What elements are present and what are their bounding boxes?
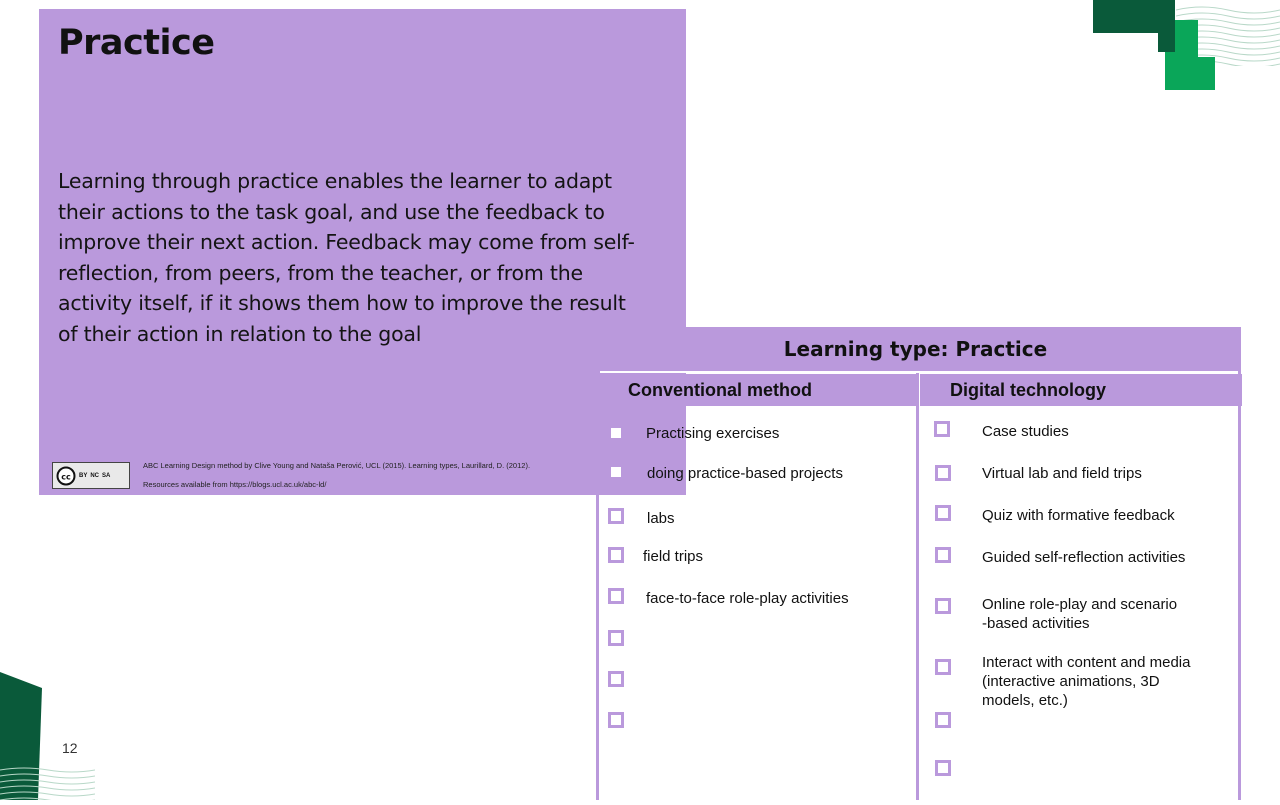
checkbox[interactable] bbox=[608, 671, 624, 687]
checkbox[interactable] bbox=[934, 421, 950, 437]
checkbox[interactable] bbox=[608, 425, 624, 441]
list-item: Guided self-reflection activities bbox=[982, 549, 1186, 566]
description-line: their actions to the task goal, and use the feedback to bbox=[58, 199, 605, 224]
conventional-method-heading bbox=[600, 374, 916, 406]
description-line: Learning through practice enables the learner to adapt bbox=[58, 169, 612, 193]
description-line: of their action in relation to the goal bbox=[58, 321, 422, 346]
credit-line: ABC Learning Design method by Clive Young and Nataša Perović, UCL (2015). Learning types, Laurillard, D. (2012). bbox=[143, 461, 531, 470]
description-line: improve their next action. Feedback may come from self- bbox=[58, 230, 635, 254]
list-item: doing practice-based projects bbox=[647, 465, 843, 482]
license-sa: SA bbox=[102, 472, 111, 479]
list-item: field trips bbox=[643, 548, 704, 565]
digital-technology-heading bbox=[920, 374, 1242, 406]
checkbox[interactable] bbox=[935, 659, 951, 675]
checkbox[interactable] bbox=[608, 712, 624, 728]
list-item: Virtual lab and field trips bbox=[982, 465, 1142, 482]
header-separator bbox=[600, 371, 1238, 373]
list-item: Case studies bbox=[982, 423, 1069, 440]
card-description bbox=[58, 166, 668, 349]
license-by: BY bbox=[79, 472, 88, 479]
checkbox[interactable] bbox=[935, 505, 951, 521]
table-border-right bbox=[1238, 371, 1241, 800]
checkbox[interactable] bbox=[935, 760, 951, 776]
cc-icon bbox=[56, 466, 76, 486]
checkbox[interactable] bbox=[608, 464, 624, 480]
description-line: activity itself, if it shows them how to improve the result bbox=[58, 291, 626, 315]
creative-commons-license-badge bbox=[52, 462, 130, 489]
green-block-light-2 bbox=[1165, 57, 1215, 90]
green-block-dark-2 bbox=[1158, 0, 1175, 52]
table-title-bar bbox=[598, 327, 1241, 371]
table-column-divider bbox=[916, 371, 919, 800]
page-number: 12 bbox=[62, 740, 78, 756]
card-title: Practice bbox=[58, 23, 215, 63]
checkbox[interactable] bbox=[935, 712, 951, 728]
checkbox[interactable] bbox=[608, 630, 624, 646]
column-heading: Conventional method bbox=[628, 379, 812, 400]
checkbox[interactable] bbox=[935, 465, 951, 481]
list-item: Online role-play and scenario -based activities bbox=[982, 596, 1178, 632]
practice-card bbox=[39, 9, 686, 495]
table-title: Learning type: Practice bbox=[783, 337, 1048, 361]
hatch-pattern-bottom-left bbox=[0, 766, 95, 800]
table-border-left bbox=[596, 371, 599, 800]
checkbox[interactable] bbox=[935, 547, 951, 563]
list-item: Interact with content and media (interactive animations, 3D models, etc.) bbox=[982, 654, 1191, 709]
list-item: labs bbox=[647, 510, 675, 527]
list-item: face-to-face role-play activities bbox=[646, 590, 849, 607]
svg-text:cc: cc bbox=[61, 472, 71, 481]
list-item: Practising exercises bbox=[646, 425, 780, 442]
checkbox[interactable] bbox=[608, 588, 624, 604]
checkbox[interactable] bbox=[608, 547, 624, 563]
description-line: reflection, from peers, from the teacher, or from the bbox=[58, 260, 583, 285]
column-heading: Digital technology bbox=[950, 379, 1107, 400]
checkbox[interactable] bbox=[935, 598, 951, 614]
checkbox[interactable] bbox=[608, 508, 624, 524]
resources-link[interactable]: Resources available from https://blogs.ucl.ac.uk/abc-ld/ bbox=[143, 480, 327, 489]
list-item: Quiz with formative feedback bbox=[982, 507, 1175, 524]
license-nc: NC bbox=[90, 472, 100, 479]
